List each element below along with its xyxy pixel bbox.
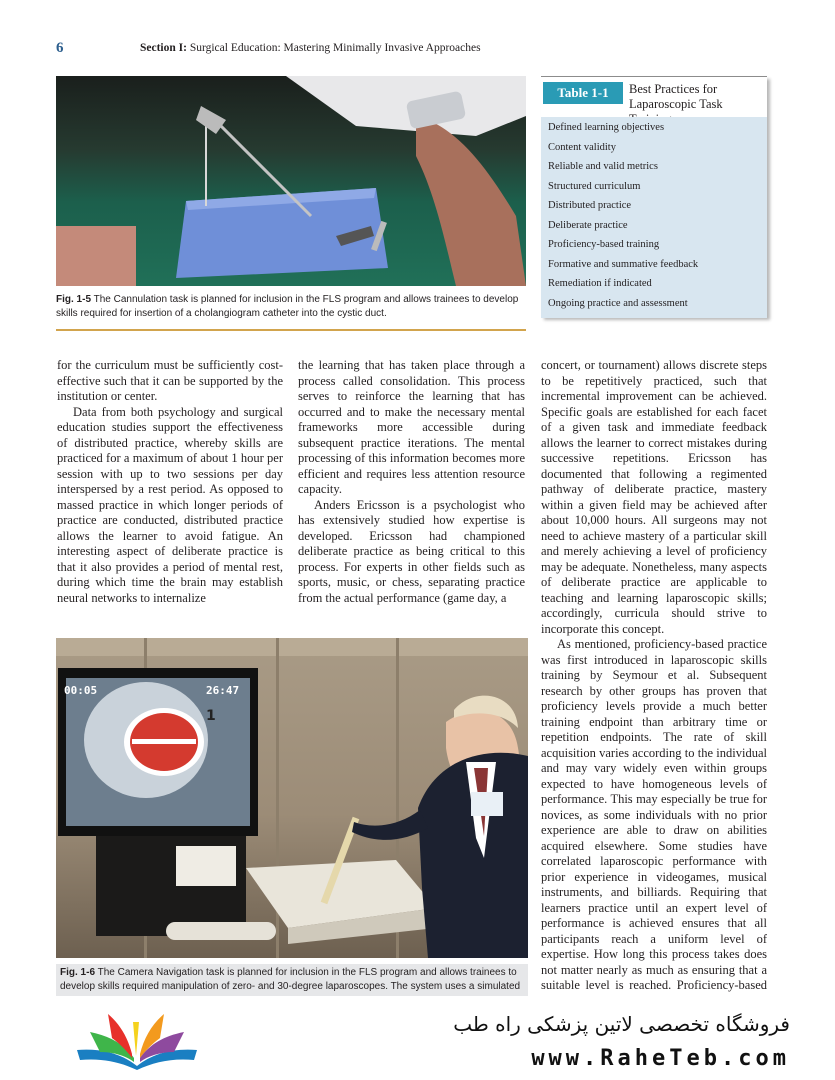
store-name: فروشگاه تخصصی لاتین پزشکی راه طب (453, 1012, 790, 1036)
body-column-1 (57, 358, 283, 606)
paragraph: Data from both psychology and surgical education studies support the effectiveness of distributed practice, whereby skills are practiced for a maximum of about 1 hour per session with up to two sessions per day interspersed by a rest period. As opposed to massed practice in which longer periods of practice are conducted, distributed practice allows the learner to avoid fatigue. An interesting aspect of deliberate practice is that it also provides a period of mental rest, during which time the brain may establish neural networks to internalize (57, 404, 283, 605)
book-logo-icon (72, 1008, 202, 1074)
table-row: Defined learning objectives (548, 122, 665, 133)
monitor-time-left: 00:05 (64, 684, 98, 697)
figure-1-5-label: Fig. 1-5 (56, 294, 92, 305)
table-row: Reliable and valid metrics (548, 161, 658, 172)
store-url-link[interactable]: www.RaheTeb.com (531, 1046, 790, 1071)
table-row: Structured curriculum (548, 180, 641, 192)
table-tag: Table 1-1 (543, 82, 623, 104)
table-row: Ongoing practice and assessment (548, 297, 688, 309)
table-row: Content validity (548, 141, 616, 153)
table-title: Best Practices for Laparoscopic Task (629, 82, 723, 111)
table-row: Formative and summative feedback (548, 258, 699, 270)
running-header (56, 40, 786, 62)
running-head-text (140, 42, 481, 54)
figure-1-5-caption (56, 293, 526, 321)
section-label: Section I: (140, 42, 187, 54)
figure-1-6-text: The Camera Navigation task is planned for inclusion in the FLS program and allows trainees to develop skills required manipulation of zero- and 30-degree laparoscopes. The system uses a simulated (60, 967, 521, 992)
camera-navigation-illustration (56, 638, 528, 958)
figure-1-6-label: Fig. 1-6 (60, 967, 96, 978)
figure-1-6-caption (56, 964, 528, 996)
monitor-time-right: 26:47 (206, 684, 240, 697)
figure-1-5-text: The Cannulation task is planned for inclusion in the FLS program and allows trainees to develop skills required for insertion of a cholangiogram catheter into the cystic duct. (56, 294, 519, 319)
monitor-marker: 1 (206, 708, 216, 724)
section-title: Surgical Education: Mastering Minimally Invasive Approaches (189, 42, 481, 54)
table-row: Deliberate practice (548, 219, 628, 231)
table-rows (541, 117, 767, 318)
caption-divider (56, 329, 526, 331)
cannulation-illustration (56, 76, 526, 286)
table-row: Proficiency-based training (548, 239, 660, 250)
paragraph: Anders Ericsson is a psychologist who has extensively studied how expertise is developed. Ericsson had championed deliberate practice as being critical to this process. For experts in other fields such as sports, music, or chess, separating practice from the actual performance (game day, a (298, 497, 525, 605)
camera-navigation-photo (56, 638, 528, 958)
cannulation-task-photo (56, 76, 526, 286)
book-logo-graphic (72, 1008, 202, 1074)
table-row: Remediation if indicated (548, 278, 652, 289)
body-column-3 (541, 358, 767, 994)
paragraph: for the curriculum must be sufficiently cost-effective such that it can be supported by the institution or center. (57, 358, 283, 403)
table-header (541, 77, 767, 117)
table-row: Distributed practice (548, 200, 632, 211)
body-column-2 (298, 358, 525, 606)
paragraph: concert, or tournament) allows discrete steps to be repetitively practiced, such that incremental improvement can be achieved. Specific goals are established for each facet of a given task and immediate feedback allows the learner to correct mistakes during successive repetitions. Ericsson has documented that following a regimented pathway of deliberate practice, mastery within a given field may be achieved after about 10,000 hours. All surgeons may not need to achieve mastery of a particular skill and merely achieving a level of proficiency may be adequate. Nonetheless, many aspects of deliberate practice are applicable to teaching and learning laparoscopic skills; accordingly, curricula should strive to incorporate this concept. (541, 358, 767, 636)
page-number: 6 (56, 40, 64, 56)
paragraph: As mentioned, proficiency-based practice was first introduced in laparoscopic skills training by Seymour et al. Subsequent research by other groups has proven that proficiency levels provide a much better training endpoint than arbitrary time or repetition endpoints. The rate of skill acquisition varies according to the individual and may vary widely even within groups expected to have homogeneous levels of performance. This may especially be true for novices, as some individuals with no prior experience are able to draw on abilities acquired elsewhere. Some studies have correlated laparoscopic performance with prior experience in videogames, musical instruments, and billiards. Requiring that learners practice until an expert level of performance is achieved ensures that all participants reach a uniform level of expertise. How long this process takes does not matter nearly as much as ensuring that a suitable level is reached. Proficiency-based (541, 637, 767, 992)
paragraph: the learning that has taken place through a process called consolidation. This process serves to reinforce the learning that has occurred and to make the necessary mental frameworks more accessible during subsequent practice iterations. The mental processing of this information becomes more efficient and requires less attention resource capacity. (298, 358, 525, 496)
best-practices-table (541, 76, 767, 317)
